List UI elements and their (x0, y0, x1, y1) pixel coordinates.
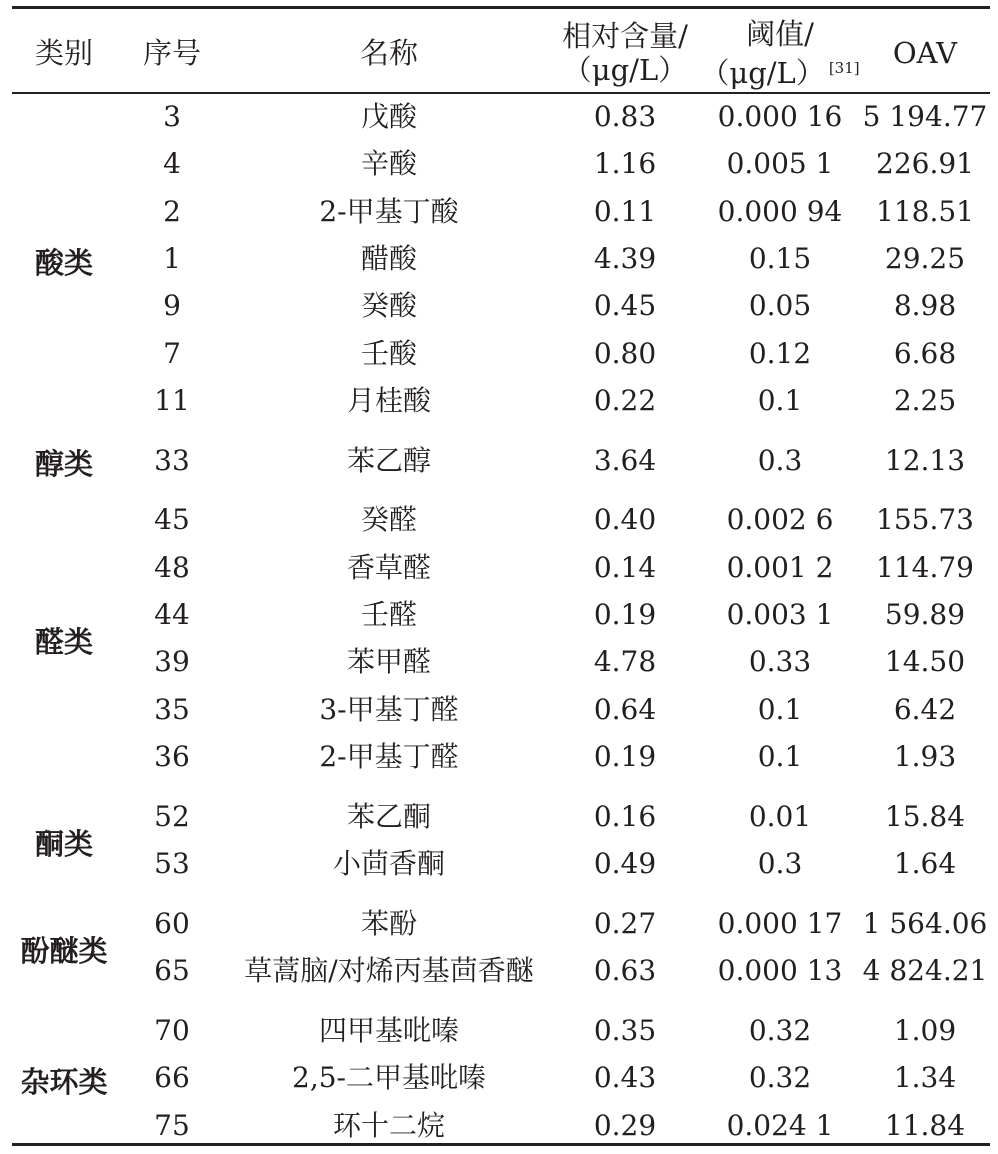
table-top-rule (12, 6, 990, 9)
cell-index: 45 (154, 503, 190, 537)
header-content-unit: （μg/L） (562, 53, 688, 87)
cell-oav: 15.84 (884, 799, 966, 833)
cell-threshold: 0.000 17 (717, 906, 843, 940)
header-content (550, 18, 700, 88)
cell-content: 0.63 (593, 954, 657, 988)
cell-name: 癸酸 (360, 289, 417, 323)
cell-content: 0.27 (593, 906, 657, 940)
cell-threshold: 0.1 (757, 383, 803, 417)
cell-threshold: 0.003 1 (726, 598, 834, 631)
cell-content: 0.22 (593, 383, 657, 417)
cell-content: 0.19 (593, 739, 657, 773)
cell-name: 小茴香酮 (332, 847, 445, 880)
header-threshold-unit: （μg/L） (700, 55, 825, 90)
category-label: 醇类 (34, 447, 93, 482)
cell-name: 醋酸 (360, 241, 417, 275)
cell-content: 0.14 (593, 550, 657, 584)
header-index: 序号 (142, 36, 201, 70)
cell-oav: 29.25 (884, 241, 966, 275)
cell-threshold: 0.01 (748, 799, 812, 833)
cell-oav: 6.68 (893, 336, 957, 370)
cell-oav: 4 824.21 (862, 954, 988, 988)
cell-content: 1.16 (593, 147, 657, 181)
cell-oav: 2.25 (893, 383, 957, 417)
cell-oav: 11.84 (884, 1108, 966, 1142)
cell-oav: 155.73 (876, 503, 974, 537)
cell-name: 苯酚 (360, 906, 417, 940)
cell-name: 环十二烷 (332, 1108, 445, 1142)
cell-name: 2,5-二甲基吡嗪 (292, 1061, 486, 1095)
cell-content: 0.11 (593, 194, 657, 228)
cell-content: 3.64 (593, 443, 657, 477)
cell-index: 9 (163, 289, 181, 323)
cell-threshold: 0.32 (748, 1013, 812, 1047)
cell-name: 戊酸 (360, 100, 417, 133)
cell-content: 0.43 (593, 1061, 657, 1095)
cell-index: 60 (154, 906, 190, 940)
cell-threshold: 0.1 (757, 692, 803, 726)
cell-name: 苯甲醛 (346, 645, 431, 679)
cell-index: 2 (163, 194, 181, 228)
cell-name: 辛酸 (360, 147, 417, 181)
cell-oav: 1.93 (893, 739, 957, 773)
category-label: 酸类 (34, 245, 93, 280)
cell-index: 66 (154, 1061, 190, 1095)
cell-name: 四甲基吡嗪 (318, 1013, 459, 1047)
table-header-rule (12, 92, 990, 94)
cell-threshold: 0.001 2 (726, 550, 834, 584)
cell-content: 0.64 (593, 692, 657, 726)
header-threshold (700, 18, 860, 88)
cell-name: 草蒿脑/对烯丙基茴香醚 (244, 954, 534, 988)
cell-index: 7 (163, 336, 181, 370)
cell-index: 65 (154, 954, 190, 988)
cell-content: 0.19 (593, 598, 657, 631)
cell-index: 33 (154, 443, 190, 477)
cell-threshold: 0.05 (748, 289, 812, 323)
cell-name: 月桂酸 (346, 383, 431, 417)
cell-threshold: 0.024 1 (726, 1108, 834, 1142)
cell-content: 0.35 (593, 1013, 657, 1047)
header-threshold-label: 阈值/ (746, 16, 814, 51)
cell-oav: 59.89 (884, 598, 966, 631)
cell-threshold: 0.005 1 (726, 147, 834, 181)
cell-content: 0.29 (593, 1108, 657, 1142)
cell-content: 0.45 (593, 289, 657, 323)
cell-oav: 1.64 (893, 847, 957, 880)
cell-oav: 8.98 (893, 289, 957, 323)
cell-index: 48 (154, 550, 190, 584)
cell-content: 4.39 (593, 241, 657, 275)
cell-oav: 6.42 (893, 692, 957, 726)
header-content-label: 相对含量/ (562, 19, 688, 53)
category-label: 酚醚类 (20, 934, 108, 969)
category-label: 酮类 (34, 827, 93, 861)
cell-threshold: 0.3 (757, 847, 803, 880)
cell-name: 癸醛 (360, 503, 417, 537)
cell-threshold: 0.3 (757, 443, 803, 477)
cell-threshold: 0.000 16 (717, 100, 843, 133)
cell-name: 3-甲基丁醛 (319, 692, 459, 726)
cell-oav: 1.09 (893, 1013, 957, 1047)
cell-oav: 226.91 (876, 147, 974, 181)
cell-name: 香草醛 (346, 550, 431, 584)
cell-oav: 14.50 (884, 645, 966, 679)
header-name: 名称 (359, 36, 418, 70)
header-oav: OAV (892, 36, 958, 70)
cell-oav: 12.13 (884, 443, 966, 477)
cell-threshold: 0.000 13 (717, 954, 843, 988)
cell-threshold: 0.1 (757, 739, 803, 773)
cell-oav: 5 194.77 (862, 100, 988, 133)
header-category: 类别 (34, 36, 93, 70)
cell-threshold: 0.12 (748, 336, 812, 370)
cell-index: 52 (154, 799, 190, 833)
cell-oav: 118.51 (876, 194, 974, 228)
cell-name: 2-甲基丁酸 (319, 194, 459, 228)
cell-content: 0.40 (593, 503, 657, 537)
header-threshold-ref: [31] (828, 58, 860, 77)
cell-threshold: 0.000 94 (717, 194, 843, 228)
cell-threshold: 0.32 (748, 1061, 812, 1095)
cell-content: 0.16 (593, 799, 657, 833)
category-label: 醛类 (34, 625, 93, 660)
cell-index: 36 (154, 739, 190, 773)
cell-index: 3 (163, 100, 181, 133)
cell-index: 1 (163, 241, 181, 275)
cell-name: 苯乙酮 (346, 799, 431, 833)
cell-oav: 114.79 (876, 550, 974, 584)
cell-index: 35 (154, 692, 190, 726)
cell-oav: 1.34 (893, 1061, 957, 1095)
cell-name: 2-甲基丁醛 (319, 739, 459, 773)
cell-content: 0.80 (593, 336, 657, 370)
cell-index: 75 (154, 1108, 190, 1142)
cell-index: 44 (154, 598, 190, 631)
cell-index: 4 (163, 147, 181, 181)
cell-name: 苯乙醇 (346, 443, 431, 477)
cell-index: 39 (154, 645, 190, 679)
cell-oav: 1 564.06 (862, 906, 988, 940)
category-label: 杂环类 (20, 1064, 108, 1099)
cell-name: 壬酸 (360, 336, 417, 370)
cell-index: 11 (154, 383, 190, 417)
cell-index: 70 (154, 1013, 190, 1047)
cell-name: 壬醛 (360, 598, 417, 631)
cell-index: 53 (154, 847, 190, 880)
cell-threshold: 0.33 (748, 645, 812, 679)
cell-content: 4.78 (593, 645, 657, 679)
cell-content: 0.83 (593, 100, 657, 133)
cell-threshold: 0.15 (748, 241, 812, 275)
cell-threshold: 0.002 6 (726, 503, 834, 537)
cell-content: 0.49 (593, 847, 657, 880)
